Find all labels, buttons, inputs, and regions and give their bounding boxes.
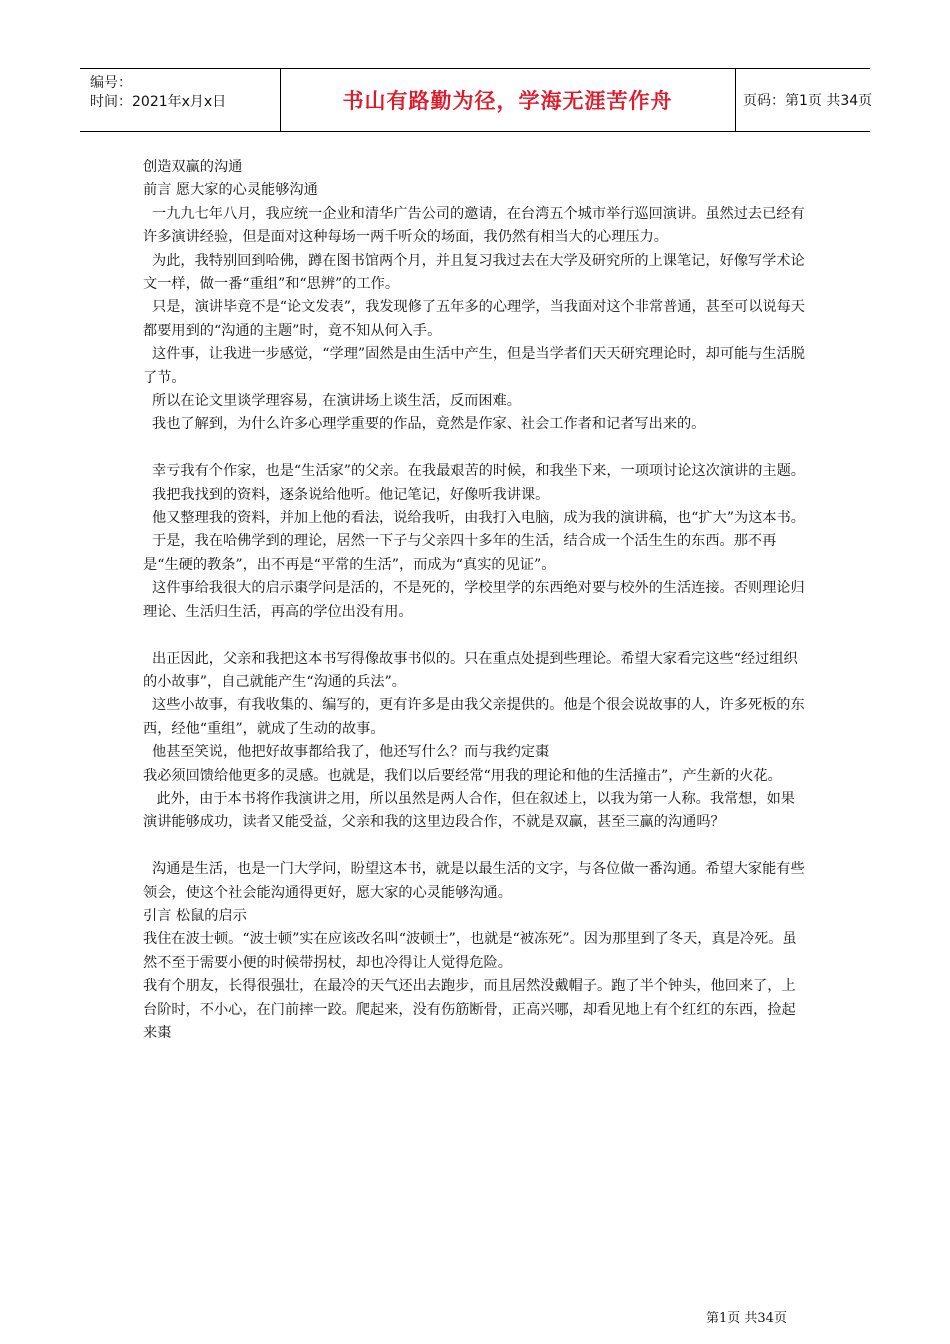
section-title: 引言 松鼠的启示 [143, 907, 247, 924]
paragraph: 我把我找到的资料，逐条说给他听。他记笔记，好像听我讲课。 [143, 486, 550, 503]
page-footer: 第1页 共34页 [706, 1311, 787, 1326]
paragraph: 所以在论文里谈学理容易，在演讲场上谈生活，反而困难。 [143, 393, 521, 410]
paragraph: 他甚至笑说，他把好故事都给我了，他还写什么？而与我约定棗 [143, 744, 550, 761]
paragraph-spacer [143, 437, 808, 460]
paragraph-spacer [143, 835, 808, 858]
header-meta [80, 69, 281, 131]
paragraph-spacer [143, 624, 808, 647]
paragraph: 我也了解到，为什么许多心理学重要的作品，竟然是作家、社会工作者和记者写出来的。 [143, 416, 706, 433]
number-label: 编号： [90, 75, 132, 91]
header-motto-cell [280, 69, 736, 131]
paragraph: 于是，我在哈佛学到的理论，居然一下子与父亲四十多年的生活，结合成一个活生生的东西。那不再是“生硬的教条”，出不再是“平常的生活”，而成为“真实的见证”。 [143, 533, 777, 573]
paragraph: 只是，演讲毕竟不是“论文发表”，我发现修了五年多的心理学，当我面对这个非常普通，甚至可以说每天都要用到的“沟通的主题”时，竟不知从何入手。 [143, 299, 805, 339]
paragraph: 我有个朋友，长得很强壮，在最冷的天气还出去跑步，而且居然没戴帽子。跑了半个钟头，他回来了，上台阶时，不小心，在门前摔一跤。爬起来，没有伤筋断骨，正高兴哪，却看见地上有个红红的东西，捡起来棗 [143, 978, 796, 1041]
paragraph: 此外，由于本书将作我演讲之用，所以虽然是两人合作，但在叙述上，以我为第一人称。我常想，如果演讲能够成功，读者又能受益，父亲和我的这里边段合作，不就是双赢，甚至三赢的沟通吗？ [143, 790, 795, 831]
page-header [80, 68, 873, 132]
paragraph: 为此，我特别回到哈佛，蹲在图书馆两个月，并且复习我过去在大学及研究所的上课笔记，好像写学术论文一样，做一番“重组”和“思辨”的工作。 [143, 252, 805, 293]
header-page-cell [735, 69, 873, 131]
paragraph: 出正因此，父亲和我把这本书写得像故事书似的。只在重点处提到些理论。希望大家看完这些“经过组织的小故事”，自己就能产生“沟通的兵法”。 [143, 650, 798, 690]
paragraph: 这件事给我很大的启示棗学问是活的，不是死的，学校里学的东西绝对要与校外的生活连接。否则理论归理论、生活归生活，再高的学位出没有用。 [143, 580, 805, 620]
paragraph: 沟通是生活，也是一门大学问，盼望这本书，就是以最生活的文字，与各位做一番沟通。希望大家能有些领会，使这个社会能沟通得更好，愿大家的心灵能够沟通。 [143, 861, 805, 901]
paragraph: 一九九七年八月，我应统一企业和清华广告公司的邀请，在台湾五个城市举行巡回演讲。虽然过去已经有许多演讲经验，但是面对这种每场一两千听众的场面，我仍然有相当大的心理压力。 [143, 205, 805, 246]
time-label: 时间：2021年x月x日 [90, 94, 227, 110]
page-code: 页码：第1页 共34页 [743, 93, 873, 109]
section-title: 创造双赢的沟通 [143, 159, 243, 175]
paragraph: 幸亏我有个作家，也是“生活家”的父亲。在我最艰苦的时候，和我坐下来，一项项讨论这次演讲的主题。 [143, 463, 805, 480]
section-title: 前言 愿大家的心灵能够沟通 [143, 182, 318, 199]
paragraph: 他又整理我的资料，并加上他的看法，说给我听，由我打入电脑，成为我的演讲稿，也“扩大”为这本书。 [143, 510, 805, 527]
document-body [143, 156, 808, 1045]
motto-text: 书山有路勤为径，学海无涯苦作舟 [342, 89, 673, 113]
paragraph: 这些小故事，有我收集的、编写的，更有许多是由我父亲提供的。他是个很会说故事的人，许多死板的东西，经他“重组”，就成了生动的故事。 [143, 697, 805, 737]
paragraph: 我住在波士顿。“波士顿”实在应该改名叫“波顿士”，也就是“被冻死”。因为那里到了冬天，真是冷死。虽然不至于需要小便的时候带拐杖，却也冷得让人觉得危险。 [143, 931, 797, 971]
paragraph: 我必须回馈给他更多的灵感。也就是，我们以后要经常“用我的理论和他的生活撞击”，产生新的火花。 [143, 767, 782, 784]
paragraph: 这件事，让我进一步感觉，“学理”固然是由生活中产生，但是当学者们天天研究理论时，却可能与生活脱了节。 [143, 346, 805, 386]
